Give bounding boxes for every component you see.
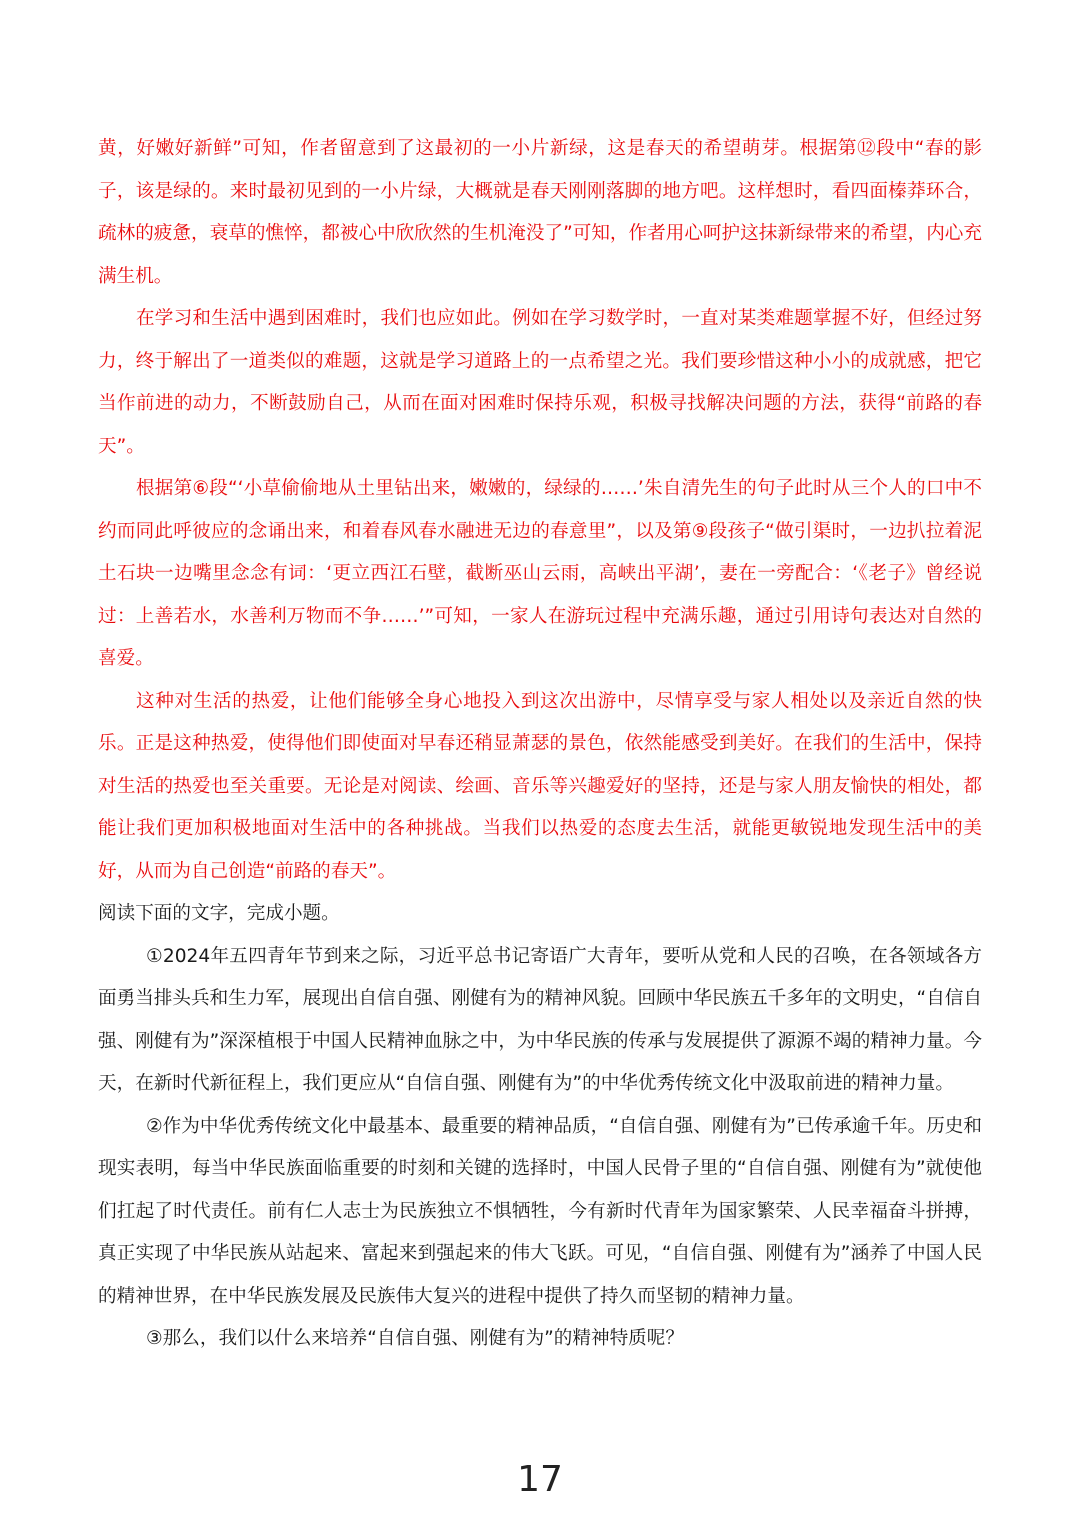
answer-paragraph-4: 这种对生活的热爱，让他们能够全身心地投入到这次出游中，尽情享受与家人相处以及亲近自然的快乐。正是这种热爱，使得他们即使面对早春还稍显萧瑟的景色，依然能感受到美好。在我们的生活中，保持对生活的热爱也至关重要。无论是对阅读、绘画、音乐等兴趣爱好的坚持，还是与家人朋友愉快的相处，都能让我们更加积极地面对生活中的各种挑战。当我们以热爱的态度去生活，就能更敏锐地发现生活中的美好，从而为自己创造“前路的春天”。 [98, 690, 982, 882]
article-paragraph-3: ③那么，我们以什么来培养“自信自强、刚健有为”的精神特质呢？ [146, 1328, 684, 1349]
answer-paragraph-2: 在学习和生活中遇到困难时，我们也应如此。例如在学习数学时，一直对某类难题掌握不好，但经过努力，终于解出了一道类似的难题，这就是学习道路上的一点希望之光。我们要珍惜这种小小的成就感，把它当作前进的动力，不断鼓励自己，从而在面对困难时保持乐观，积极寻找解决问题的方法，获得“前路的春天”。 [98, 308, 982, 457]
article-paragraph-1: ①2024年五四青年节到来之际，习近平总书记寄语广大青年，要听从党和人民的召唤，在各领域各方面勇当排头兵和生力军，展现出自信自强、刚健有为的精神风貌。回顾中华民族五千多年的文明史，“自信自强、刚健有为”深深植根于中国人民精神血脉之中，为中华民族的传承与发展提供了源源不竭的精神力量。今天，在新时代新征程上，我们更应从“自信自强、刚健有为”的中华优秀传统文化中汲取前进的精神力量。 [98, 945, 982, 1094]
answer-paragraph-1: 黄，好嫩好新鲜”可知，作者留意到了这最初的一小片新绿，这是春天的希望萌芽。根据第⑫段中“春的影子，该是绿的。来时最初见到的一小片绿，大概就是春天刚刚落脚的地方吧。这样想时，看四面榛莽环合，疏林的疲惫，衰草的憔悴，都被心中欣欣然的生机淹没了”可知，作者用心呵护这抹新绿带来的希望，内心充满生机。 [98, 138, 982, 287]
answer-paragraph-3: 根据第⑥段“‘小草偷偷地从土里钻出来，嫩嫩的，绿绿的……’朱自清先生的句子此时从三个人的口中不约而同此呼彼应的念诵出来，和着春风春水融进无边的春意里”，以及第⑨段孩子“做引渠时，一边扒拉着泥土石块一边嘴里念念有词：‘更立西江石壁，截断巫山云雨，高峡出平湖’，妻在一旁配合：‘《老子》曾经说过：上善若水，水善利万物而不争……’”可知，一家人在游玩过程中充满乐趣，通过引用诗句表达对自然的喜爱。 [98, 478, 982, 669]
page-content [98, 128, 982, 1361]
reading-instruction: 阅读下面的文字，完成小题。 [98, 903, 340, 924]
article-paragraph-2: ②作为中华优秀传统文化中最基本、最重要的精神品质，“自信自强、刚健有为”已传承逾千年。历史和现实表明，每当中华民族面临重要的时刻和关键的选择时，中国人民骨子里的“自信自强、刚健有为”就使他们扛起了时代责任。前有仁人志士为民族独立不惧牺牲，今有新时代青年为国家繁荣、人民幸福奋斗拼搏，真正实现了中华民族从站起来、富起来到强起来的伟大飞跃。可见，“自信自强、刚健有为”涵养了中国人民的精神世界，在中华民族发展及民族伟大复兴的进程中提供了持久而坚韧的精神力量。 [98, 1115, 982, 1307]
page-number: 17 [517, 1459, 563, 1500]
